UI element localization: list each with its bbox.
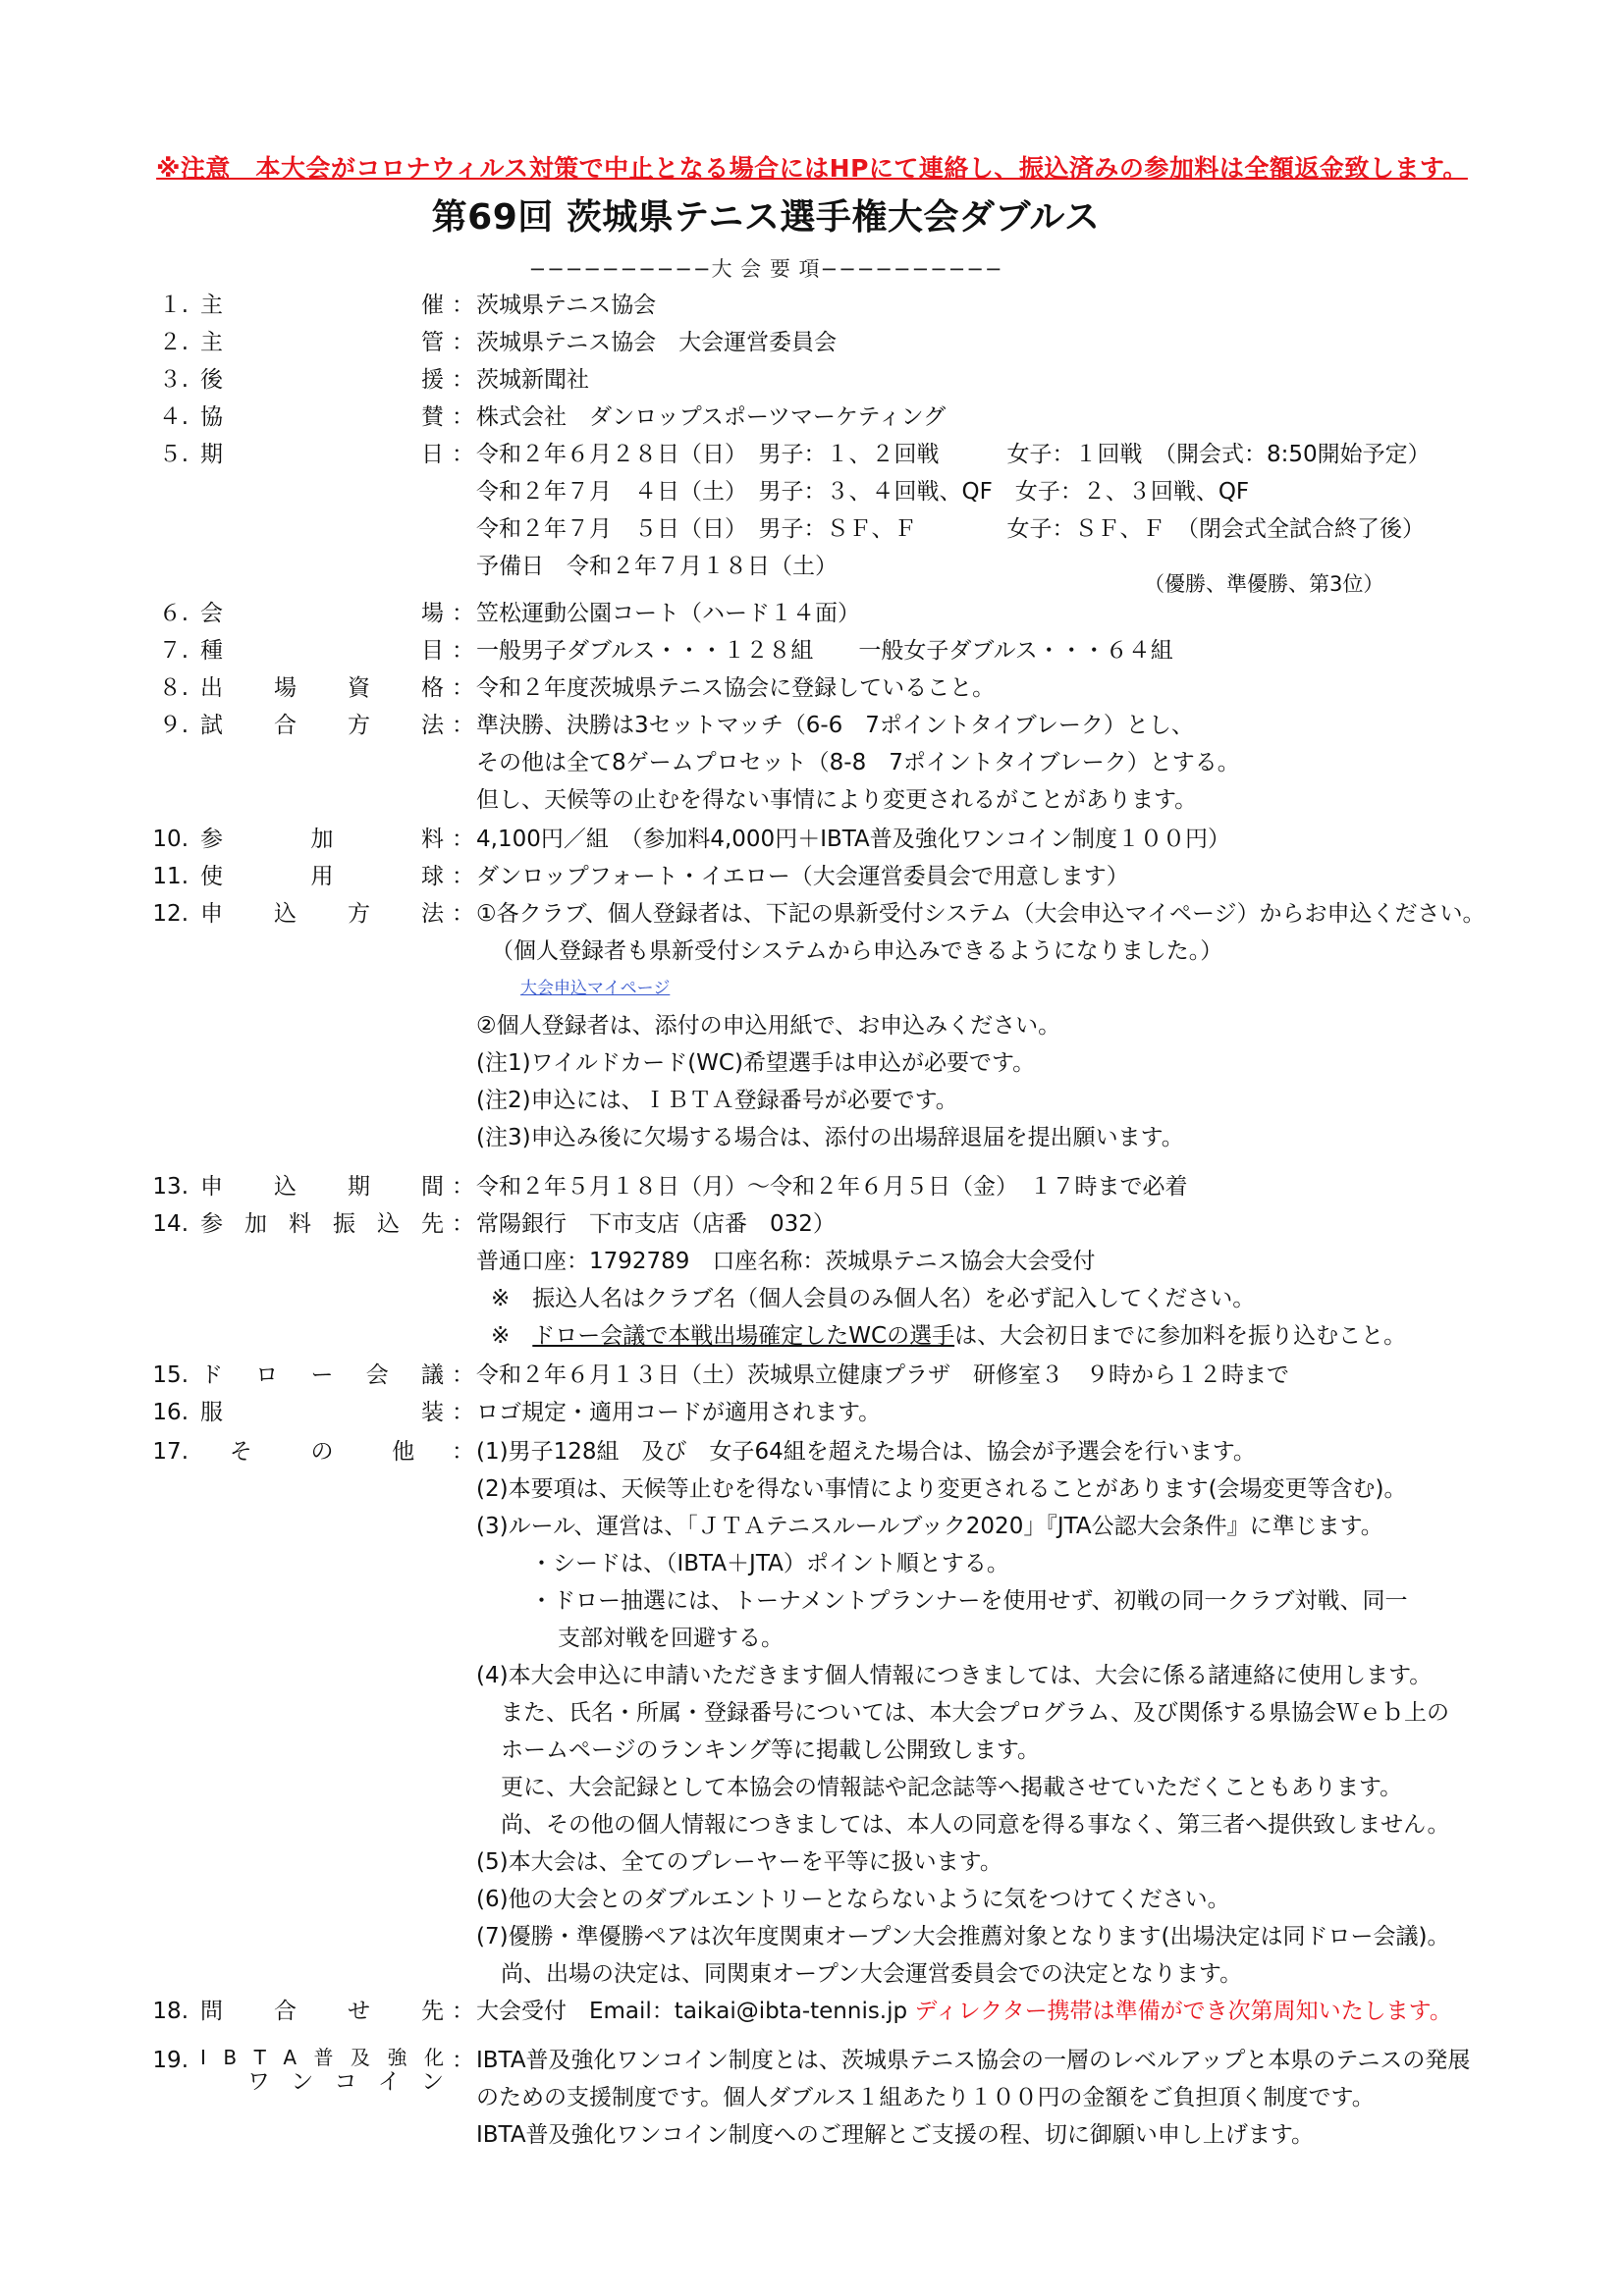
section-number: １. [158,293,189,318]
section-5: ５. 期 日 ： 令和２年６月２８日（日） 男子：１、２回戦 女子：１回戦 （開会式：8:50開始予定） 令和２年７月 ４日（土） 男子：３、４回戦、QF 女子：２、３回戦、QF 令和２年７月 ５日（日） 男子：ＳＦ、Ｆ 女子：ＳＦ、Ｆ （閉会式全試合終了後） 予備日 令和２年７月１８日（土） （優勝、準優勝、第3位） [158,442,1431,596]
page-title: 第69回 茨城県テニス選手権大会ダブルス [431,197,1101,238]
corona-notice: ※注意 本大会がコロナウィルス対策で中止となる場合にはHPにて連絡し、振込済みの参加料は全額返金致します。 [156,154,1468,183]
section-4: ４. 協 賛 ： 株式会社 ダンロップスポーツマーケティング [158,404,947,430]
section-label: I B T A 普 及 強 化 ワ ン コ イ ン [200,2046,444,2095]
entry-mypage-link[interactable]: 大会申込マイページ [520,979,671,998]
section-2: ２. 主 管 ： 茨城県テニス協会 大会運営委員会 [158,330,838,355]
director-phone-note: ディレクター携帯は準備ができ次第周知いたします。 [914,1999,1452,2024]
section-6: ６. 会 場 ： 笠松運動公園コート（ハード１４面） [158,601,860,626]
page-subtitle: −−−−−−−−−−大 会 要 項−−−−−−−−−− [528,257,1003,281]
section-12: 12. 申 込 方 法 ： ①各クラブ、個人登録者は、下記の県新受付システム（大会申込マイページ）からお申込ください。 （個人登録者も県新受付システムから申込みできるようになりました。） 大会申込マイページ ②個人登録者は、添付の申込用紙で、お申込みください。 (注1)ワイルドカード(WC)希望選手は申込が必要です。 (注2)申込には、ＩＢＴＡ登録番号が必要です。 (注3)申込み後に欠場する場合は、添付の出場辞退届を提出願います。 [152,901,1486,1150]
section-8: ８. 出 場 資 格 ： 令和２年度茨城県テニス協会に登録していること。 [158,675,996,701]
section-17: 17. そ の 他 ： (1)男子128組 及び 女子64組を超えた場合は、協会が予選会を行います。 (2)本要項は、天候等止むを得ない事情により変更されることがあります(会場変更等含む)。 (3)ルール、運営は、「ＪＴＡテニスルールブック2020」『JTA公認大会条件』に準じます。 ・シードは、（IBTA＋JTA）ポイント順とする。 ・ドロー抽選には、トーナメントプランナーを使用せず、初戦の同一クラブ対戦、同一 支部対戦を回避する。 (4)本大会申込に申請いただきます個人情報につきましては、大会に係る諸連絡に使用します。 また、氏名・所属・登録番号については、本大会プログラム、及び関係する県協会Ｗｅｂ上の ホームページのランキング等に掲載し公開致します。 更に、大会記録として本協会の情報誌や記念誌等へ掲載させていただくこともあります。 尚、その他の個人情報につきましては、本人の同意を得る事なく、第三者へ提供致しません。 (5)本大会は、全てのプレーヤーを平等に扱います。 (6)他の大会とのダブルエントリーとならないように気をつけてください。 (7)優勝・準優勝ペアは次年度関東オープン大会推薦対象となります(出場決定は同ドロー会議)。 尚、出場の決定は、同関東オープン大会運営委員会での決定となります。 [152,1439,1450,1987]
contact-email: 大会受付 Email：taikai@ibta-tennis.jp [476,1999,908,2024]
section-3: ３. 後 援 ： 茨城新聞社 [158,367,589,393]
section-10: 10. 参 加 料 ： 4,100円／組 （参加料4,000円＋IBTA普及強化ワンコイン制度１００円） [152,827,1231,852]
section-14: 14. 参 加 料 振 込 先 ： 常陽銀行 下市支店（店番 032） 普通口座：1792789 口座名称：茨城県テニス協会大会受付 ※ 振込人名はクラブ名（個人会員のみ個人名）を必ず記入してください。 ※ ドロー会議で本戦出場確定したWCの選手は、大会初日までに参加料を振り込むこと。 [152,1211,1407,1349]
section-7: ７. 種 目 ： 一般男子ダブルス・・・１２８組 一般女子ダブルス・・・６４組 [158,638,1173,664]
section-15: 15. ド ロ ー 会 議 ： 令和２年６月１３日（土）茨城県立健康プラザ 研修室３ ９時から１２時まで [152,1362,1289,1388]
section-19: 19. I B T A 普 及 強 化 ワ ン コ イ ン ： IBTA普及強化ワンコイン制度とは、茨城県テニス協会の一層のレベルアップと本県のテニスの発展 のための支援制度です。個人ダブルス１組あたり１００円の金額をご負担頂く制度です。 IBTA普及強化ワンコイン制度へのご理解とご支援の程、切に御願い申し上げます。 [152,2046,1471,2148]
section-11: 11. 使 用 球 ： ダンロップフォート・イエロー（大会運営委員会で用意します） [152,864,1129,889]
section-value: 茨城県テニス協会 [476,293,657,318]
section-label: 主 催 [200,293,444,318]
section-18: 18. 問 合 せ 先 ： 大会受付 Email：taikai@ibta-tennis.jp ディレクター携帯は準備ができ次第周知いたします。 [152,1999,1452,2024]
section-13: 13. 申 込 期 間 ： 令和２年５月１８日（月）〜令和２年６月５日（金） １７時まで必着 [152,1174,1188,1200]
section-9: ９. 試 合 方 法 ： 準決勝、決勝は3セットマッチ（6-6 7ポイントタイブレーク）とし、 その他は全て8ゲームプロセット（8-8 7ポイントタイブレーク）とする。 但し、天候等の止むを得ない事情により変更されるがことがあります。 [158,713,1240,813]
section-16: 16. 服 装 ： ロゴ規定・適用コードが適用されます。 [152,1400,882,1425]
section-1: １. 主 催 ： 茨城県テニス協会 [118,287,1512,324]
